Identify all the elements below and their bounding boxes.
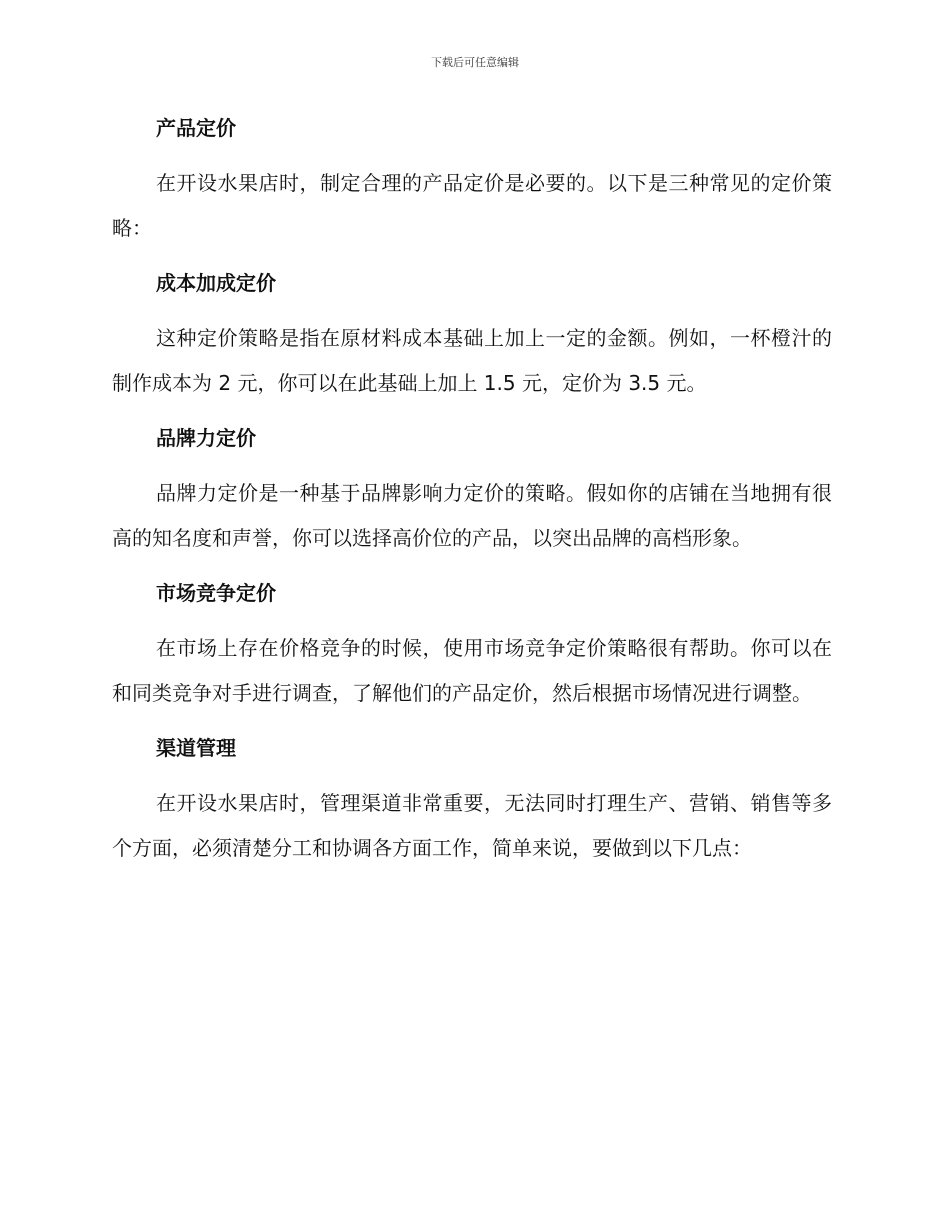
- section-paragraph-brand-pricing: 品牌力定价是一种基于品牌影响力定价的策略。假如你的店铺在当地拥有很高的知名度和声誉，你可以选择高价位的产品，以突出品牌的高档形象。: [112, 481, 832, 550]
- section-paragraph-cost-plus-pricing: 这种定价策略是指在原材料成本基础上加上一定的金额。例如，一杯橙汁的制作成本为 2 元，你可以在此基础上加上 1.5 元，定价为 3.5 元。: [112, 326, 832, 395]
- document-body: [112, 108, 832, 883]
- section-heading-product-pricing: 产品定价: [156, 116, 236, 140]
- section-heading-competitive-pricing: 市场竞争定价: [156, 581, 276, 605]
- section-heading-channel-management: 渠道管理: [156, 736, 236, 760]
- section-paragraph-channel-management: 在开设水果店时，管理渠道非常重要，无法同时打理生产、营销、销售等多个方面，必须清楚分工和协调各方面工作，简单来说，要做到以下几点：: [112, 791, 832, 860]
- section-paragraph-competitive-pricing: 在市场上存在价格竞争的时候，使用市场竞争定价策略很有帮助。你可以在和同类竞争对手进行调查，了解他们的产品定价，然后根据市场情况进行调整。: [112, 636, 832, 705]
- section-heading-brand-pricing: 品牌力定价: [156, 426, 256, 450]
- section-paragraph-product-pricing: 在开设水果店时，制定合理的产品定价是必要的。以下是三种常见的定价策略：: [112, 171, 832, 240]
- section-heading-cost-plus-pricing: 成本加成定价: [156, 271, 276, 295]
- header-note: 下载后可任意编辑: [431, 56, 519, 69]
